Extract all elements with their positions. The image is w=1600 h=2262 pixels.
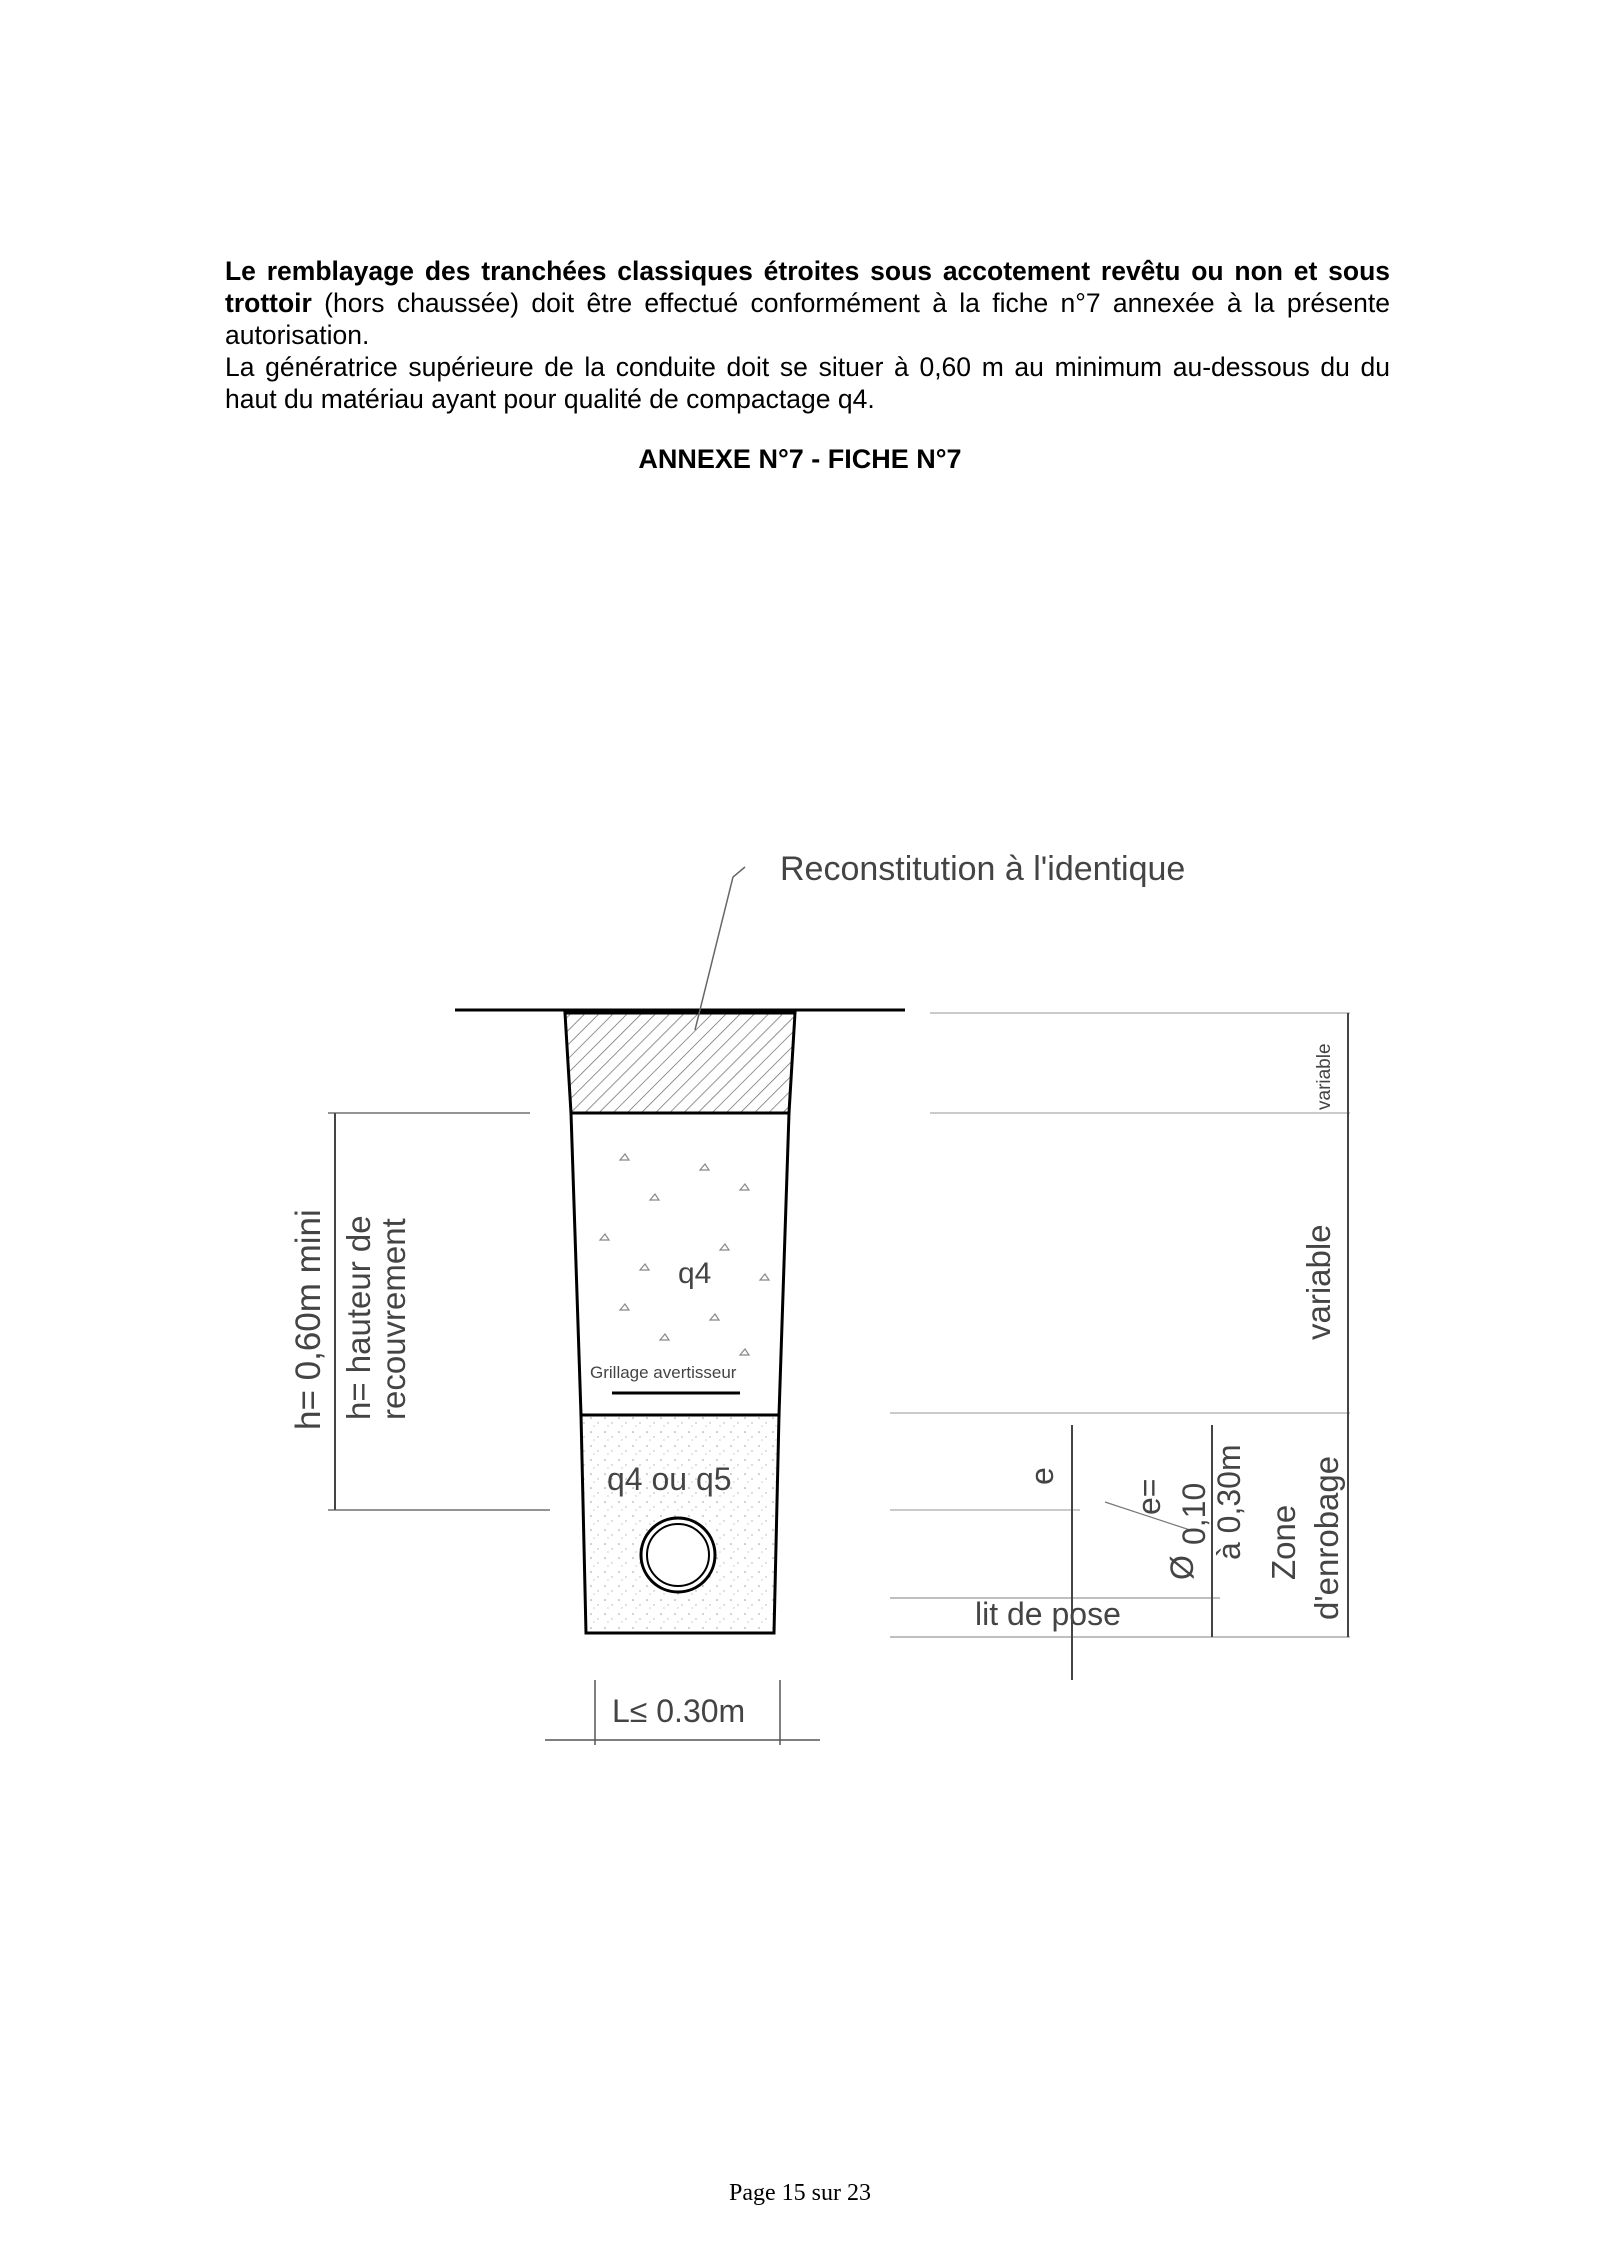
variable-big-label: variable <box>1300 1224 1337 1340</box>
zone-label: Zone <box>1265 1504 1302 1580</box>
recouvrement-label: recouvrement <box>375 1218 412 1420</box>
width-label: L≤ 0.30m <box>612 1693 746 1729</box>
pipe <box>641 1518 715 1592</box>
enrobage-label: d'enrobage <box>1308 1455 1345 1620</box>
value-030-label: à 0,30m <box>1211 1444 1247 1560</box>
value-010-label: 0,10 <box>1176 1482 1212 1545</box>
intro-bold-lead: Le remblayage des tranchées classiques étroites sous accotement revêtu ou non et sous trottoir <box>225 256 1390 318</box>
annex-title: ANNEXE N°7 - FICHE N°7 <box>638 444 962 474</box>
reconstitution-layer <box>565 1013 795 1113</box>
intro-rest: (hors chaussée) doit être effectué conformément à la fiche n°7 annexée à la présente autorisation. <box>225 288 1390 350</box>
reconstitution-label: Reconstitution à l'identique <box>780 850 1186 888</box>
e-label: e <box>1024 1467 1060 1485</box>
h-min-label: h= 0,60m mini <box>289 1209 328 1430</box>
diameter-label: Ø <box>1164 1555 1200 1580</box>
h-hauteur-label: h= hauteur de <box>340 1215 377 1420</box>
variable-small-label: variable <box>1314 1043 1335 1110</box>
lit-de-pose-label: lit de pose <box>975 1596 1121 1632</box>
q4-label: q4 <box>678 1257 712 1290</box>
page-footer: Page 15 sur 23 <box>729 2180 871 2206</box>
e-equals-label: e= <box>1131 1478 1167 1515</box>
reconstitution-leader <box>695 867 745 1030</box>
intro-paragraph-2: La génératrice supérieure de la conduite doit se situer à 0,60 m au minimum au-dessous du du haut du matériau ayant pour qualité de compactage q4. <box>225 352 1390 414</box>
grillage-label: Grillage avertisseur <box>590 1363 737 1382</box>
q4q5-label: q4 ou q5 <box>607 1461 732 1497</box>
